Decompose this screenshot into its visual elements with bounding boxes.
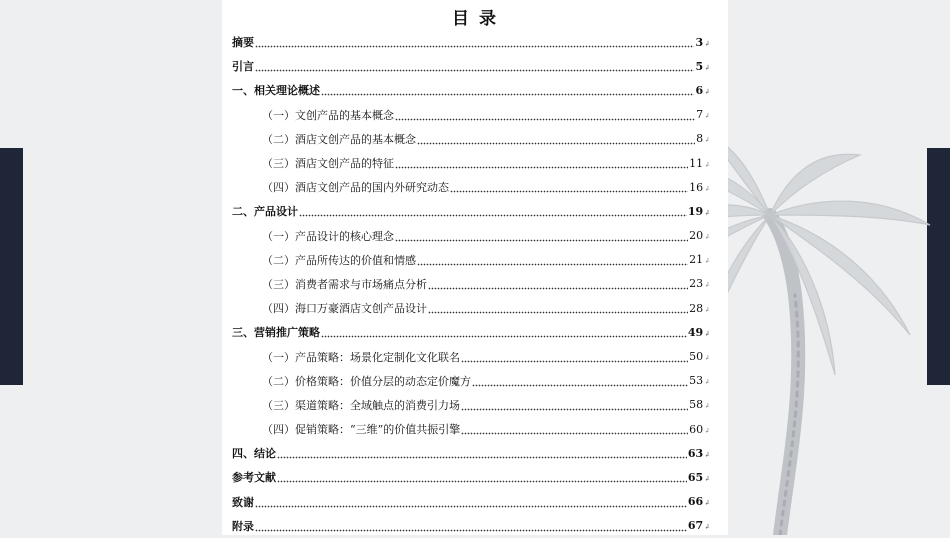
toc-entry-label: （一）产品设计的核心理念	[262, 229, 394, 243]
toc-entry-page: 49 ↲	[688, 326, 728, 339]
toc-entry-page: 19 ↲	[688, 205, 728, 218]
toc-entry-label: （三）渠道策略：全域触点的消费引力场	[262, 398, 460, 412]
toc-entry[interactable]	[222, 417, 728, 441]
toc-entry-label: （一）产品策略：场景化定制化文化联名	[262, 350, 460, 364]
toc-entry-label: 致谢	[232, 495, 254, 509]
toc-entry-page: 7 ↲	[696, 108, 728, 121]
toc-entry-label: 四、结论	[232, 447, 276, 461]
toc-entry[interactable]	[222, 272, 728, 296]
toc-entry-page: 50 ↲	[689, 350, 728, 363]
dot-leader	[395, 230, 688, 242]
toc-entry-page: 67 ↲	[688, 519, 728, 532]
toc-entry-label: 引言	[232, 60, 254, 74]
toc-entry-page: 11 ↲	[689, 157, 728, 170]
toc-entry-label: 一、相关理论概述	[232, 84, 320, 98]
toc-entry-page: 23 ↲	[689, 277, 728, 290]
toc-entry-label: 二、产品设计	[232, 205, 298, 219]
toc-entry-label: 附录	[232, 519, 254, 533]
toc-entry-page: 60 ↲	[689, 423, 728, 436]
dot-leader	[472, 375, 688, 387]
toc-entry-page: 20 ↲	[689, 229, 728, 242]
toc-entry[interactable]	[222, 248, 728, 272]
table-of-contents	[222, 30, 728, 538]
toc-entry[interactable]	[222, 490, 728, 514]
dot-leader	[255, 60, 694, 72]
toc-entry-page: 5 ↲	[695, 60, 728, 73]
toc-entry-page: 65 ↲	[688, 471, 728, 484]
toc-entry-label: （二）酒店文创产品的基本概念	[262, 132, 416, 146]
left-decor-bar	[0, 148, 23, 385]
toc-entry-page: 16 ↲	[689, 181, 728, 194]
toc-entry-label: （三）消费者需求与市场痛点分析	[262, 277, 427, 291]
dot-leader	[255, 520, 687, 532]
dot-leader	[461, 423, 688, 435]
dot-leader	[321, 84, 694, 96]
toc-entry-page: 6 ↲	[695, 84, 728, 97]
dot-leader	[428, 302, 688, 314]
toc-entry-page: 8 ↲	[696, 132, 728, 145]
toc-entry-label: （二）价格策略：价值分层的动态定价魔方	[262, 374, 471, 388]
dot-leader	[255, 496, 687, 508]
dot-leader	[450, 181, 688, 193]
toc-entry-page: 63 ↲	[688, 447, 728, 460]
toc-entry[interactable]	[222, 441, 728, 465]
dot-leader	[417, 133, 695, 145]
dot-leader	[417, 254, 688, 266]
toc-entry[interactable]	[222, 151, 728, 175]
toc-entry-page: 66 ↲	[688, 495, 728, 508]
toc-entry[interactable]	[222, 30, 728, 54]
toc-entry-label: （三）酒店文创产品的特征	[262, 157, 394, 171]
dot-leader	[277, 471, 687, 483]
toc-entry[interactable]	[222, 320, 728, 344]
dot-leader	[321, 326, 687, 338]
dot-leader	[461, 399, 688, 411]
toc-entry[interactable]	[222, 465, 728, 489]
toc-entry[interactable]	[222, 127, 728, 151]
dot-leader	[461, 351, 688, 363]
toc-entry[interactable]	[222, 54, 728, 78]
toc-entry-label: （四）促销策略：“三维”的价值共振引擎	[262, 423, 461, 437]
toc-entry-label: 三、营销推广策略	[232, 326, 320, 340]
toc-entry-page: 21 ↲	[689, 253, 728, 266]
dot-leader	[428, 278, 688, 290]
toc-entry-page: 3 ↲	[695, 36, 728, 49]
toc-entry[interactable]	[222, 514, 728, 538]
toc-entry-page: 53 ↲	[689, 374, 728, 387]
toc-entry[interactable]	[222, 103, 728, 127]
toc-entry[interactable]	[222, 224, 728, 248]
toc-entry[interactable]	[222, 199, 728, 223]
dot-leader	[395, 109, 695, 121]
dot-leader	[299, 205, 687, 217]
toc-entry-page: 58 ↲	[689, 398, 728, 411]
toc-entry-label: （四）海口万豪酒店文创产品设计	[262, 302, 427, 316]
toc-entry[interactable]	[222, 344, 728, 368]
document-page	[222, 0, 728, 535]
toc-entry-label: 摘要	[232, 36, 254, 50]
toc-entry-label: （四）酒店文创产品的国内外研究动态	[262, 181, 449, 195]
toc-entry-label: （二）产品所传达的价值和情感	[262, 253, 416, 267]
dot-leader	[255, 36, 694, 48]
toc-entry[interactable]	[222, 393, 728, 417]
toc-entry-label: （一）文创产品的基本概念	[262, 108, 394, 122]
toc-entry[interactable]	[222, 369, 728, 393]
dot-leader	[395, 157, 688, 169]
toc-entry[interactable]	[222, 175, 728, 199]
page-title: 目 录	[452, 9, 498, 29]
toc-entry-page: 28 ↲	[689, 302, 728, 315]
toc-entry-label: 参考文献	[232, 471, 276, 485]
toc-entry[interactable]	[222, 296, 728, 320]
toc-entry[interactable]	[222, 78, 728, 102]
dot-leader	[277, 447, 687, 459]
